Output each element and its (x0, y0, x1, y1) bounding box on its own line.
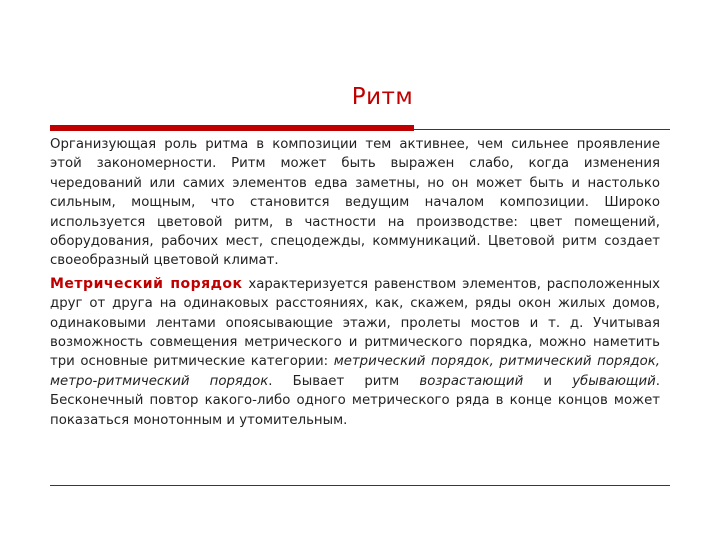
term-decreasing: убывающий (572, 373, 656, 389)
slide-title: Ритм (351, 84, 414, 110)
text-segment: . Бывает ритм (268, 373, 420, 389)
term-metric-order: метрический порядок (333, 354, 490, 370)
paragraph-rhythm: Организующая роль ритма в композиции тем активнее, чем сильнее проявление этой закономерности. Ритм может быть выражен слабо, когда изменения чередований или самих элементов едва заметны, но он может быть и настолько сильным, мощным, что становится ведущим началом композиции. Широко используется цветовой ритм, в частности на производстве: цвет помещений, оборудования, рабочих мест, спецодежды, коммуникаций. Цветовой ритм создает своеобразный цветовой климат. (50, 137, 660, 269)
text-segment: . Бесконечный повтор какого-либо одного метрического ряда в конце концов может показаться монотонным и утомительным. (50, 373, 660, 428)
bottom-rule (50, 485, 670, 486)
text-segment: и (523, 373, 573, 389)
term-rhythmic-order: ритмический порядок (499, 354, 656, 370)
term-increasing: возрастающий (419, 373, 524, 389)
separator: , (489, 354, 500, 370)
title-underline-thick (50, 125, 414, 131)
paragraph-metric-order (50, 275, 660, 430)
term-metro-rhythmic-order: метро-ритмический порядок (50, 373, 269, 389)
text-segment: характеризуется равенством элементов, расположенных друг от друга на одинаковых расстояниях, как, скажем, ряды окон жилых домов, одинаковыми лентами опоясывающие этажи, пролеты мостов и т. д. Учитывая возможность совмещения метрического и ритмического порядка, можно наметить три основные ритмические категории: (50, 276, 660, 370)
separator: , (655, 354, 660, 370)
slide-body (50, 135, 660, 430)
metric-order-heading: Метрический порядок (50, 275, 243, 292)
